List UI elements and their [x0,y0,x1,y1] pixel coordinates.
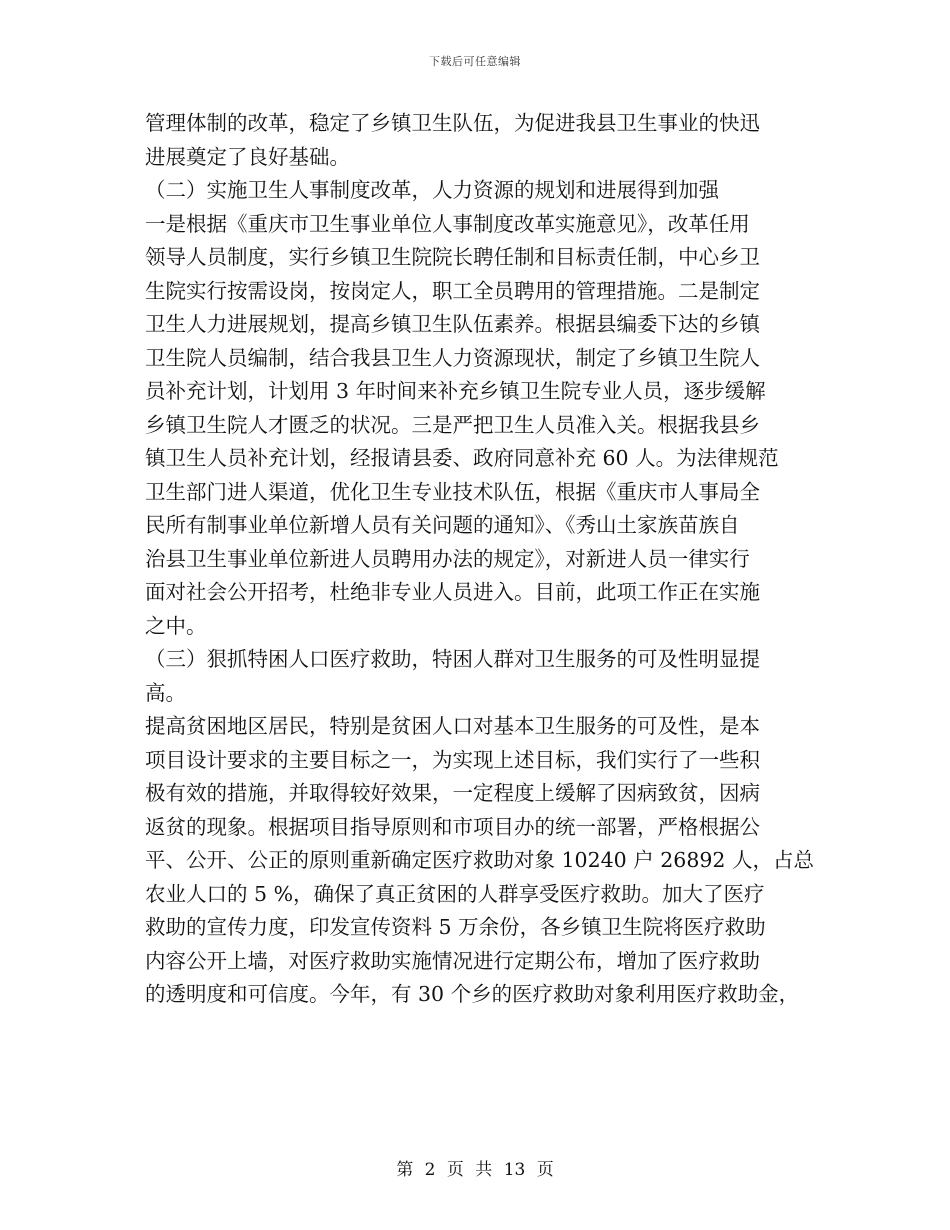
page-footer: 第 2 页 共 13 页 [396,1160,554,1180]
text-line: 管理体制的改革，稳定了乡镇卫生队伍，为促进我县卫生事业的快迅 [145,111,760,135]
text-line: 治县卫生事业单位新进人员聘用办法的规定》，对新进人员一律实行 [145,546,750,571]
text-line: 的透明度和可信度。今年，有 30 个乡的医疗救助对象利用医疗救助金， [145,982,800,1006]
text-line: 生院实行按需设岗，按岗定人，职工全员聘用的管理措施。二是制定 [145,278,760,303]
text-line: 返贫的现象。根据项目指导原则和市项目办的统一部署，严格根据公 [145,814,760,839]
text-line: 之中。 [145,613,207,638]
text-line: 乡镇卫生院人才匮乏的状况。三是严把卫生人员准入关。根据我县乡 [145,412,760,437]
text-line: 进展奠定了良好基础。 [145,144,350,169]
text-line: 镇卫生人员补充计划，经报请县委、政府同意补充 60 人。为法律规范 [145,446,779,470]
section-heading: （二）实施卫生人事制度改革，人力资源的规划和进展得到加强 [145,178,719,202]
body-text [145,107,835,1012]
text-line: 领导人员制度，实行乡镇卫生院院长聘任制和目标责任制，中心乡卫 [145,245,760,269]
text-line: 民所有制事业单位新增人员有关问题的通知》、《秀山土家族苗族自 [145,513,740,537]
text-line: 面对社会公开招考，杜绝非专业人员进入。目前，此项工作正在实施 [145,580,760,604]
text-line: 救助的宣传力度，印发宣传资料 5 万余份，各乡镇卫生院将医疗救助 [145,915,766,939]
text-line: 项目设计要求的主要目标之一，为实现上述目标，我们实行了一些积 [145,747,760,772]
text-line: 平、公开、公正的原则重新确定医疗救助对象 10240 户 26892 人，占总 [145,848,814,872]
text-line: 员补充计划，计划用 3 年时间来补充乡镇卫生院专业人员，逐步缓解 [145,379,766,403]
section-heading: （三）狠抓特困人口医疗救助，特困人群对卫生服务的可及性明显提 [145,647,760,671]
page-header: 下载后可任意编辑 [429,55,521,68]
text-line: 一是根据《重庆市卫生事业单位人事制度改革实施意见》，改革任用 [145,211,750,236]
text-line: 农业人口的 5 %，确保了真正贫困的人群享受医疗救助。加大了医疗 [145,881,765,906]
section-heading: 高。 [145,680,186,705]
text-line: 极有效的措施，并取得较好效果，一定程度上缓解了因病致贫，因病 [145,781,760,805]
text-line: 卫生部门进人渠道，优化卫生专业技术队伍，根据《重庆市人事局全 [145,479,760,504]
text-line: 卫生院人员编制，结合我县卫生人力资源现状，制定了乡镇卫生院人 [145,345,760,370]
text-line: 卫生人力进展规划，提高乡镇卫生队伍素养。根据县编委下达的乡镇 [145,312,760,336]
text-line: 内容公开上墙，对医疗救助实施情况进行定期公布，增加了医疗救助 [145,948,760,973]
text-line: 提高贫困地区居民，特别是贫困人口对基本卫生服务的可及性，是本 [145,714,760,738]
